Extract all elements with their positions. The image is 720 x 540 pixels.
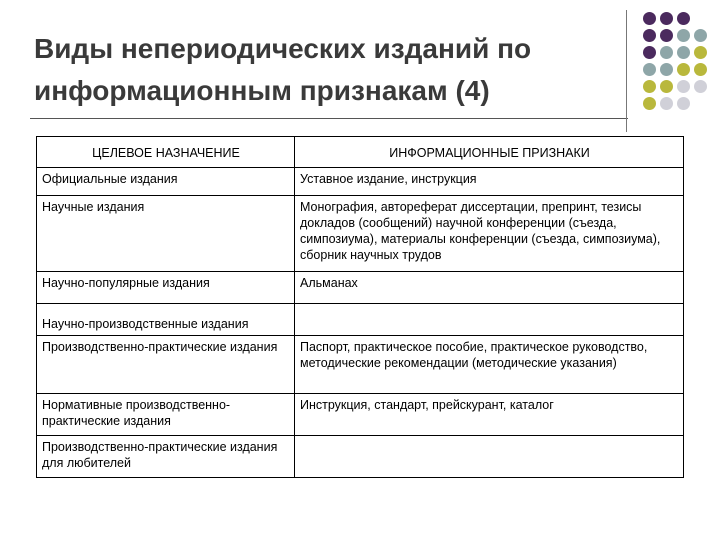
decor-dot (643, 46, 656, 59)
cell-features: Инструкция, стандарт, прейскурант, каталог (295, 394, 684, 436)
decor-dot (677, 29, 690, 42)
decor-dot (643, 80, 656, 93)
cell-features: Альманах (295, 272, 684, 304)
cell-features (295, 304, 684, 336)
decor-dot (660, 63, 673, 76)
decor-dot (694, 29, 707, 42)
decor-dot (677, 97, 690, 110)
decor-dot (694, 63, 707, 76)
table-row (37, 196, 684, 272)
decor-dot (643, 97, 656, 110)
decor-vertical-line (626, 10, 627, 132)
cell-purpose: Научные издания (37, 196, 295, 272)
table-row (37, 336, 684, 394)
decor-dot (677, 63, 690, 76)
cell-purpose: Производственно-практические издания (37, 336, 295, 394)
decor-dot (694, 80, 707, 93)
cell-purpose: Официальные издания (37, 168, 295, 196)
table-row (37, 272, 684, 304)
decor-dot (643, 63, 656, 76)
cell-features: Уставное издание, инструкция (295, 168, 684, 196)
cell-purpose: Научно-производственные издания (37, 304, 295, 336)
table-row (37, 304, 684, 336)
title-underline (30, 118, 628, 119)
header-purpose: ЦЕЛЕВОЕ НАЗНАЧЕНИЕ (37, 137, 295, 168)
decor-dot (660, 29, 673, 42)
decor-dot (660, 46, 673, 59)
slide-title: Виды непериодических изданий по информационным признакам (4) (34, 33, 532, 106)
table-row (37, 168, 684, 196)
cell-purpose: Нормативные производственно-практические издания (37, 394, 295, 436)
decor-dot (677, 80, 690, 93)
cell-features (295, 436, 684, 478)
decor-dot (660, 12, 673, 25)
decor-dot (643, 29, 656, 42)
table-row (37, 394, 684, 436)
decor-dot-grid (640, 10, 720, 120)
decor-dot (677, 12, 690, 25)
cell-purpose: Научно-популярные издания (37, 272, 295, 304)
table-row (37, 436, 684, 478)
decor-dot (660, 80, 673, 93)
publication-types-table (36, 136, 684, 478)
decor-dot (660, 97, 673, 110)
decor-dot (643, 12, 656, 25)
cell-purpose: Производственно-практические издания для любителей (37, 436, 295, 478)
decor-dot (677, 46, 690, 59)
header-features: ИНФОРМАЦИОННЫЕ ПРИЗНАКИ (295, 137, 684, 168)
cell-features: Паспорт, практическое пособие, практическое руководство, методические рекомендации (методические указания) (295, 336, 684, 394)
table-header-row (37, 137, 684, 168)
cell-features: Монография, автореферат диссертации, препринт, тезисы докладов (сообщений) научной конференции (съезда, симпозиума), материалы конференции (съезда, симпозиума), сборник научных трудов (295, 196, 684, 272)
decor-dot (694, 46, 707, 59)
